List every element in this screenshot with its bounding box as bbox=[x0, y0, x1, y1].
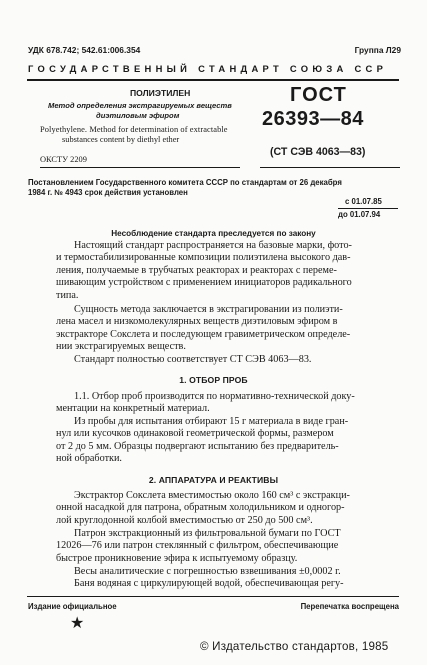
gost-label: ГОСТ bbox=[290, 84, 347, 106]
intro-paragraph-2 bbox=[56, 304, 398, 354]
text-line: ления, получаемые в трубчатых реакторах и реакторах с переме- bbox=[56, 264, 337, 276]
decree-line1: Постановлением Государственного комитета СССР по стандартам от 26 декабря bbox=[28, 178, 342, 187]
okstu-code: ОКСТУ 2209 bbox=[40, 155, 87, 164]
udk-code: УДК 678.742; 542.61:006.354 bbox=[28, 45, 141, 55]
text-line: Патрон экстракционный из фильтровальной бумаги по ГОСТ bbox=[74, 528, 341, 539]
text-line: нул или кусочков одинаковой геометрической формы, размером bbox=[56, 428, 334, 440]
effective-to-date: до 01.07.94 bbox=[338, 210, 381, 219]
text-line: ментации на конкретный материал. bbox=[56, 403, 210, 415]
section-1-paragraph-1 bbox=[56, 391, 398, 416]
text-line: шивающим устройством с применением инициаторов радикального bbox=[56, 277, 352, 289]
text-line: 1.1. Отбор проб производится по нормативно-технической доку- bbox=[74, 391, 355, 402]
header-rule bbox=[27, 79, 399, 81]
text-line: типа. bbox=[56, 289, 79, 301]
title-rule-right bbox=[260, 167, 400, 168]
text-line: быстрое проникновение эфира к испытуемому образцу. bbox=[56, 552, 298, 564]
intro-paragraph-3 bbox=[56, 354, 398, 366]
intro-paragraph-1 bbox=[56, 240, 398, 302]
text-line: 12026—76 или патрон стеклянный с фильтром, обеспечивающие bbox=[56, 540, 339, 552]
text-line: Экстрактор Сокслета вместимостью около 160 см³ с экстракци- bbox=[74, 490, 350, 501]
english-title-line2: substances content by diethyl ether bbox=[62, 135, 180, 144]
star-icon: ★ bbox=[70, 615, 85, 632]
text-line: Сущность метода заключается в экстрагировании из полиэти- bbox=[74, 304, 343, 315]
text-line: Весы аналитические с погрешностью взвешивания ±0,0002 г. bbox=[74, 566, 341, 577]
section-2-paragraph-2 bbox=[56, 528, 398, 565]
copyright-notice: © Издательство стандартов, 1985 bbox=[200, 640, 389, 653]
section-1-paragraph-2 bbox=[56, 416, 398, 466]
text-line: онной насадкой для патрона, обратным холодильником и одногор- bbox=[56, 502, 345, 514]
group-code: Группа Л29 bbox=[354, 45, 401, 55]
decree-line2: 1984 г. № 4943 срок действия установлен bbox=[28, 188, 188, 197]
method-title-line1: Метод определения экстрагируемых веществ bbox=[48, 101, 232, 110]
effective-from-date: с 01.07.85 bbox=[345, 197, 382, 206]
text-line: и термостабилизированные композиции полиэтилена высокого дав- bbox=[56, 252, 351, 264]
footer-rule bbox=[27, 596, 399, 597]
section-2-paragraph-3 bbox=[56, 566, 398, 591]
date-rule bbox=[338, 208, 398, 209]
text-line: Баня водяная с циркулирующей водой, обеспечивающая регу- bbox=[74, 578, 344, 590]
compliance-notice: Несоблюдение стандарта преследуется по закону bbox=[111, 229, 316, 238]
text-line: Из пробы для испытания отбирают 15 г материала в виде гран- bbox=[74, 416, 349, 427]
text-line: Стандарт полностью соответствует СТ СЭВ 4063—83. bbox=[74, 354, 312, 365]
text-line: нии экстрагируемых веществ. bbox=[56, 341, 186, 353]
section-1-heading: 1. ОТБОР ПРОБ bbox=[179, 375, 248, 385]
product-name: ПОЛИЭТИЛЕН bbox=[130, 88, 191, 98]
section-2-paragraph-1 bbox=[56, 490, 398, 527]
standard-banner: ГОСУДАРСТВЕННЫЙ СТАНДАРТ СОЮЗА ССР bbox=[28, 63, 388, 74]
text-line: лой круглодонной колбой вместимостью от 250 до 500 см³. bbox=[56, 514, 313, 526]
official-edition-label: Издание официальное bbox=[28, 602, 117, 611]
text-line: от 2 до 5 мм. Образцы подвергают испытанию без предваритель- bbox=[56, 440, 339, 452]
text-line: ной обработки. bbox=[56, 453, 122, 465]
text-line: лена масел и низкомолекулярных веществ диэтиловым эфиром в bbox=[56, 316, 338, 328]
reprint-prohibited-label: Перепечатка воспрещена bbox=[300, 602, 399, 611]
section-2-heading: 2. АППАРАТУРА И РЕАКТИВЫ bbox=[148, 475, 279, 485]
title-rule-left bbox=[40, 167, 240, 168]
method-title-line2: диэтиловым эфиром bbox=[96, 111, 180, 120]
text-line: Настоящий стандарт распространяется на базовые марки, фото- bbox=[74, 240, 352, 251]
st-sev-reference: (СТ СЭВ 4063—83) bbox=[270, 146, 366, 158]
text-line: экстракторе Сокслета и последующем гравиметрическом определе- bbox=[56, 328, 351, 340]
english-title-line1: Polyethylene. Method for determination of extractable bbox=[40, 125, 228, 134]
gost-number: 26393—84 bbox=[262, 108, 364, 130]
